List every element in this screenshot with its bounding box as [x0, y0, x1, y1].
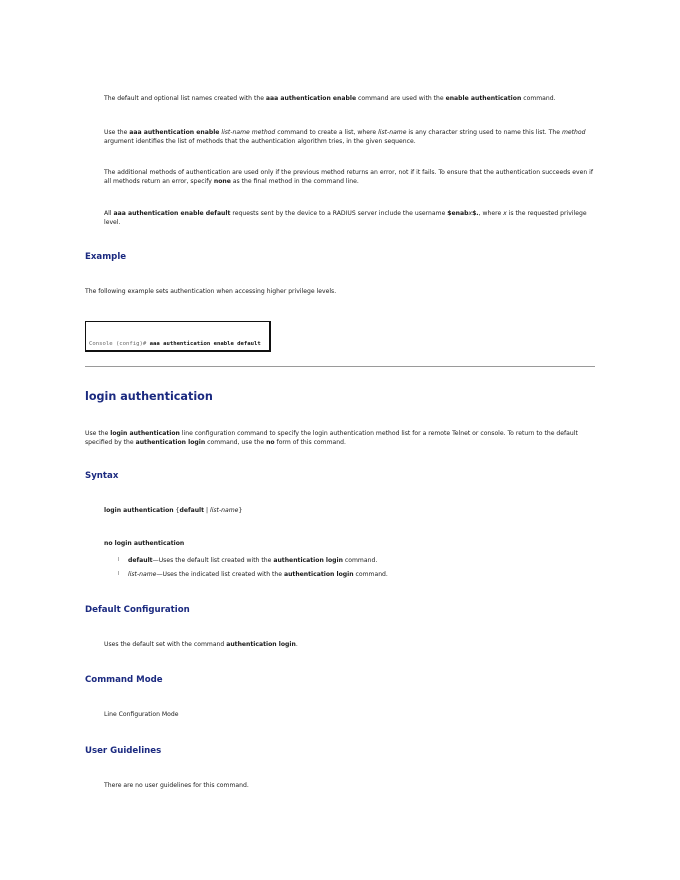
text-run: } [238, 507, 243, 514]
text-run: $enab [447, 210, 469, 217]
text-run: no login authentication [104, 540, 185, 547]
text-run: command. [353, 571, 388, 578]
intro-paragraph-3 [104, 169, 599, 186]
syntax-line-2 [104, 540, 599, 549]
code-example [89, 341, 261, 347]
text-run: —Uses the default list created with the [152, 557, 274, 564]
text-run: no [266, 438, 275, 446]
intro-paragraph-2 [104, 129, 599, 146]
syntax-heading: Syntax [85, 471, 119, 481]
text-run: list-name method [221, 129, 276, 136]
default-configuration-heading: Default Configuration [85, 605, 190, 615]
text-run: authentication login [226, 641, 296, 648]
text-run: $. [472, 210, 479, 217]
text-run: list-name [378, 129, 407, 136]
login-description [85, 430, 600, 447]
text-run: default [179, 507, 205, 514]
section-divider [85, 366, 595, 367]
text-run: command are used with the [356, 95, 446, 102]
text-run: authentication login [273, 557, 343, 564]
text-run: aaa authentication enable [129, 129, 220, 136]
text-run: form of this command. [274, 438, 346, 446]
text-run: The default and optional list names created with the [104, 95, 266, 102]
text-run: as the final method in the command line. [230, 177, 359, 185]
bullet-default [128, 557, 598, 566]
text-run: argument identifies the list of methods that the authentication algorithm tries, in the given sequence. [104, 137, 416, 145]
text-run: Use the [85, 430, 111, 437]
text-run: login authentication [104, 507, 174, 514]
text-run: command. [342, 557, 378, 564]
text-run: The additional methods of authentication are used only if the previous method returns an error, not if it fails. To ensure that the authentication succeeds even if all methods return an error, specify [104, 169, 593, 185]
bullet-list-name [128, 571, 598, 580]
text-run: authentication login [135, 438, 206, 446]
text-run: { [173, 507, 180, 514]
intro-paragraph-4 [104, 210, 599, 227]
text-run: command to create a list, where [275, 129, 379, 136]
code-command: aaa authentication enable default [149, 341, 261, 347]
text-run: aaa authentication enable default [113, 210, 231, 217]
text-run: is any character string used to name this list. The [406, 129, 562, 136]
code-example-box [85, 321, 271, 352]
text-run: Uses the default set with the command [104, 641, 227, 648]
text-run: aaa authentication enable [265, 95, 357, 102]
text-run: method [561, 129, 586, 136]
intro-paragraph-1 [104, 95, 599, 104]
text-run: | [204, 507, 210, 514]
text-run: , where [478, 210, 504, 217]
text-run: list-name [128, 571, 157, 578]
text-run: enable authentication [445, 95, 522, 102]
text-run: none [213, 177, 231, 185]
text-run: —Uses the indicated list created with the [156, 571, 284, 578]
text-run: command. [521, 95, 556, 102]
bullet-marker: l [118, 571, 120, 577]
text-run: x [503, 210, 507, 217]
text-run: list-name [210, 507, 239, 514]
text-run: authentication login [283, 571, 354, 578]
text-run: command, use the [205, 438, 267, 446]
text-run: . [295, 641, 298, 648]
example-text: The following example sets authentication when accessing higher privilege levels. [85, 288, 337, 295]
text-run: Use the [104, 129, 130, 136]
login-authentication-title: login authentication [85, 390, 213, 403]
bullet-marker: l [118, 557, 120, 563]
default-configuration-text [104, 641, 599, 650]
text-run: requests sent by the device to a RADIUS server include the username [230, 210, 448, 217]
command-mode-text: Line Configuration Mode [104, 711, 179, 718]
text-run: x [468, 210, 473, 217]
text-run: default [128, 557, 153, 564]
command-mode-heading: Command Mode [85, 675, 163, 685]
text-run: login authentication [110, 430, 180, 437]
text-run: line configuration command to specify the login authentication method list for a remote Telnet or console. To return to the default specified by the [85, 430, 578, 446]
text-run: is the requested privilege level. [104, 210, 587, 226]
example-heading: Example [85, 252, 127, 262]
user-guidelines-heading: User Guidelines [85, 746, 162, 756]
syntax-line-1 [104, 507, 599, 516]
user-guidelines-text: There are no user guidelines for this command. [104, 782, 249, 789]
text-run: All [104, 210, 114, 217]
code-prompt: Console (config)# [89, 341, 150, 347]
